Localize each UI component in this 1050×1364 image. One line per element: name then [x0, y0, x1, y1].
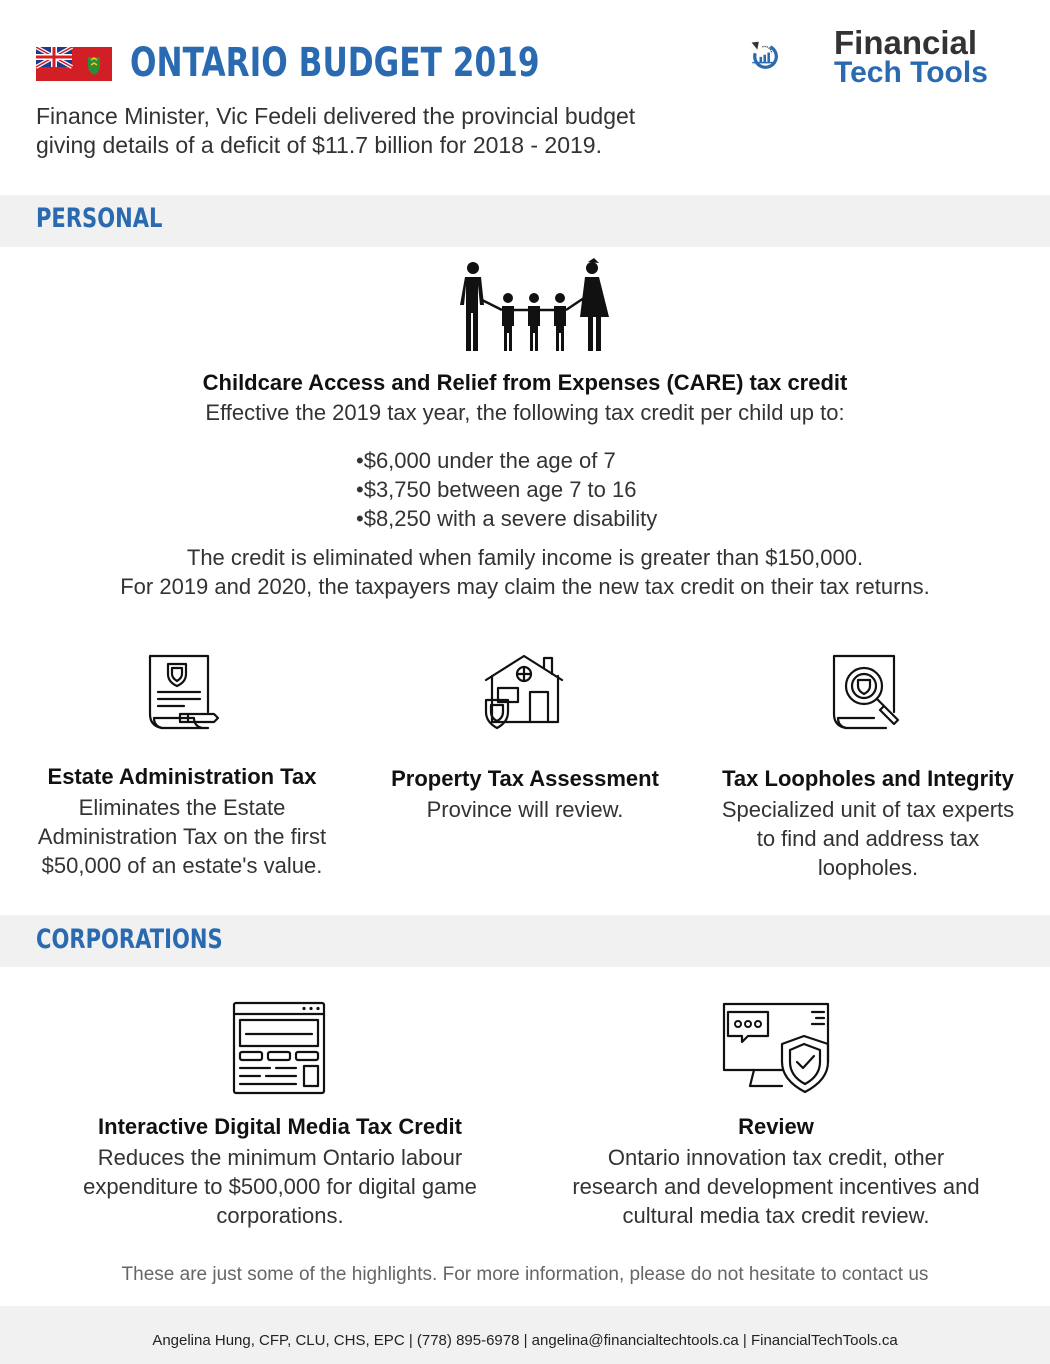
page-title: ONTARIO BUDGET 2019: [130, 40, 540, 86]
house-shield-icon: [482, 652, 566, 732]
document-magnifier-icon: [828, 652, 906, 732]
tax-loopholes-heading: Tax Loopholes and Integrity: [722, 766, 1014, 791]
tax-loopholes-description: Specialized unit of tax experts to find and address tax loopholes.: [721, 797, 1015, 880]
list-item: •$8,250 with a severe disability: [356, 506, 658, 531]
financial-tech-tools-logo: [748, 12, 838, 96]
property-tax-heading: Property Tax Assessment: [391, 766, 659, 791]
property-tax-description: Province will review.: [426, 797, 624, 822]
corporations-section-title: CORPORATIONS: [36, 924, 223, 955]
list-item: •$6,000 under the age of 7: [356, 448, 616, 473]
care-heading: Childcare Access and Relief from Expenses (CARE) tax credit: [202, 370, 848, 395]
digital-media-description: Reduces the minimum Ontario labour expenditure to $500,000 for digital game corporations.: [83, 1145, 477, 1228]
computer-shield-icon: [720, 1000, 834, 1096]
care-bullet-list: [356, 446, 657, 533]
family-icon: [452, 258, 614, 354]
logo-text-financial: Financial: [834, 24, 978, 61]
intro-text: Finance Minister, Vic Fedeli delivered the provincial budget giving details of a deficit of $11.7 billion for 2018 - 2019.: [36, 103, 636, 158]
logo-text-tech-tools: Tech Tools: [834, 56, 988, 89]
estate-tax-heading: Estate Administration Tax: [47, 764, 317, 789]
care-note-line2: For 2019 and 2020, the taxpayers may claim the new tax credit on their tax returns.: [120, 574, 930, 599]
review-description: Ontario innovation tax credit, other research and development incentives and cultural media tax credit review.: [572, 1145, 980, 1228]
footer-contact: Angelina Hung, CFP, CLU, CHS, EPC | (778) 895-6978 | angelina@financialtechtools.ca | FinancialTechTools.ca: [152, 1332, 898, 1349]
care-subheading: Effective the 2019 tax year, the following tax credit per child up to:: [205, 400, 845, 425]
list-item: •$3,750 between age 7 to 16: [356, 477, 637, 502]
digital-media-heading: Interactive Digital Media Tax Credit: [98, 1114, 462, 1139]
estate-tax-description: Eliminates the Estate Administration Tax on the first $50,000 of an estate's value.: [37, 795, 327, 878]
personal-section-title: PERSONAL: [36, 203, 163, 234]
ontario-flag-icon: [36, 47, 112, 81]
footer-note: These are just some of the highlights. For more information, please do not hesitate to contact us: [121, 1264, 929, 1285]
review-heading: Review: [738, 1114, 814, 1139]
care-note-line1: The credit is eliminated when family income is greater than $150,000.: [186, 545, 864, 570]
web-layout-icon: [230, 1000, 328, 1096]
document-shield-icon: [144, 652, 220, 732]
